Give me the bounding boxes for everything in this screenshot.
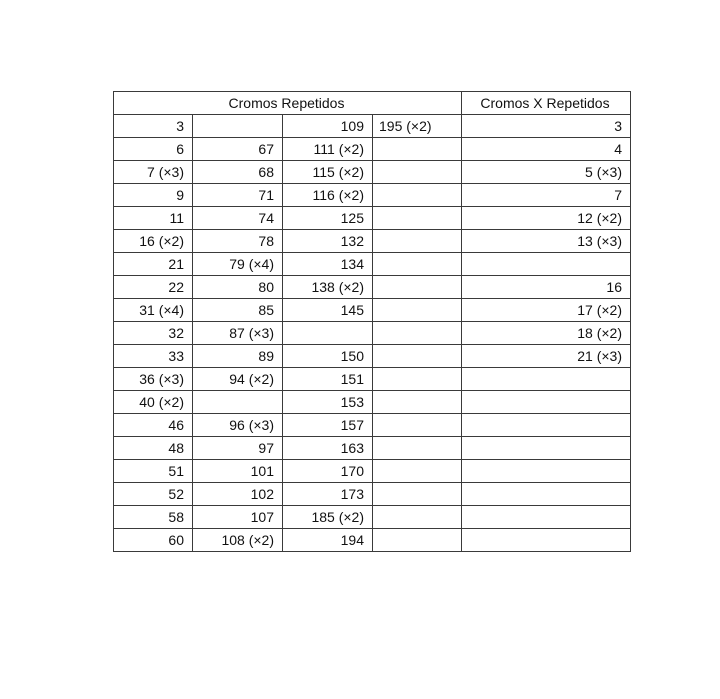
repetidos-col-4-cell [373,437,462,460]
table-row [114,184,631,207]
repetidos-col-4-cell [373,506,462,529]
repetidos-col-3-cell: 185 (×2) [283,506,373,529]
x-repetidos-cell: 7 [462,184,631,207]
x-repetidos-cell: 21 (×3) [462,345,631,368]
repetidos-col-1-cell: 58 [114,506,193,529]
repetidos-col-4-cell [373,391,462,414]
x-repetidos-cell [462,437,631,460]
table-row [114,253,631,276]
repetidos-col-1-cell: 16 (×2) [114,230,193,253]
table-row [114,138,631,161]
x-repetidos-cell: 5 (×3) [462,161,631,184]
repetidos-col-1-cell: 33 [114,345,193,368]
repetidos-col-4-cell [373,529,462,552]
table-row [114,115,631,138]
repetidos-col-1-cell: 48 [114,437,193,460]
repetidos-col-2-cell: 79 (×4) [193,253,283,276]
repetidos-col-1-cell: 51 [114,460,193,483]
table-row [114,460,631,483]
table-row [114,437,631,460]
repetidos-col-4-cell [373,460,462,483]
x-repetidos-cell [462,368,631,391]
repetidos-col-1-cell: 22 [114,276,193,299]
repetidos-col-4-cell [373,276,462,299]
repetidos-col-3-cell: 150 [283,345,373,368]
stickers-table [113,91,631,552]
repetidos-col-2-cell: 94 (×2) [193,368,283,391]
x-repetidos-cell: 18 (×2) [462,322,631,345]
repetidos-col-4-cell [373,345,462,368]
repetidos-col-2-cell: 85 [193,299,283,322]
x-repetidos-cell: 4 [462,138,631,161]
x-repetidos-cell [462,414,631,437]
table-row [114,161,631,184]
table-row [114,414,631,437]
repetidos-col-4-cell [373,161,462,184]
repetidos-col-4-cell [373,207,462,230]
table-row [114,345,631,368]
repetidos-col-3-cell: 115 (×2) [283,161,373,184]
repetidos-col-3-cell: 151 [283,368,373,391]
repetidos-col-2-cell: 67 [193,138,283,161]
repetidos-col-2-cell: 68 [193,161,283,184]
repetidos-col-3-cell: 132 [283,230,373,253]
header-row [114,92,631,115]
x-repetidos-cell: 13 (×3) [462,230,631,253]
repetidos-col-4-cell [373,184,462,207]
table-row [114,230,631,253]
x-repetidos-cell [462,391,631,414]
repetidos-col-4-cell [373,368,462,391]
x-repetidos-cell [462,253,631,276]
repetidos-col-1-cell: 9 [114,184,193,207]
repetidos-col-1-cell: 11 [114,207,193,230]
repetidos-col-4-cell [373,230,462,253]
repetidos-col-1-cell: 46 [114,414,193,437]
repetidos-col-1-cell: 32 [114,322,193,345]
repetidos-col-2-cell: 108 (×2) [193,529,283,552]
repetidos-col-2-cell: 101 [193,460,283,483]
repetidos-col-3-cell: 173 [283,483,373,506]
repetidos-col-3-cell: 163 [283,437,373,460]
repetidos-col-1-cell: 52 [114,483,193,506]
repetidos-col-4-cell [373,299,462,322]
repetidos-col-2-cell [193,115,283,138]
repetidos-col-1-cell: 40 (×2) [114,391,193,414]
repetidos-col-2-cell: 80 [193,276,283,299]
table-row [114,506,631,529]
repetidos-col-3-cell: 138 (×2) [283,276,373,299]
repetidos-col-2-cell: 102 [193,483,283,506]
repetidos-col-2-cell: 107 [193,506,283,529]
repetidos-col-4-cell [373,138,462,161]
table-row [114,299,631,322]
repetidos-col-3-cell [283,322,373,345]
header-cromos-repetidos: Cromos Repetidos [114,92,462,115]
repetidos-col-4-cell [373,414,462,437]
repetidos-col-4-cell: 195 (×2) [373,115,462,138]
repetidos-col-3-cell: 116 (×2) [283,184,373,207]
repetidos-col-1-cell: 60 [114,529,193,552]
table-row [114,391,631,414]
table-row [114,368,631,391]
x-repetidos-cell [462,506,631,529]
repetidos-col-1-cell: 6 [114,138,193,161]
repetidos-col-3-cell: 194 [283,529,373,552]
repetidos-col-3-cell: 109 [283,115,373,138]
repetidos-col-1-cell: 31 (×4) [114,299,193,322]
repetidos-col-2-cell: 74 [193,207,283,230]
repetidos-col-1-cell: 7 (×3) [114,161,193,184]
repetidos-col-1-cell: 21 [114,253,193,276]
repetidos-col-3-cell: 145 [283,299,373,322]
table-row [114,322,631,345]
header-cromos-x-repetidos: Cromos X Repetidos [462,92,631,115]
repetidos-col-2-cell: 71 [193,184,283,207]
repetidos-col-2-cell: 97 [193,437,283,460]
repetidos-col-3-cell: 111 (×2) [283,138,373,161]
table-row [114,276,631,299]
repetidos-col-2-cell: 87 (×3) [193,322,283,345]
repetidos-col-3-cell: 170 [283,460,373,483]
repetidos-col-2-cell [193,391,283,414]
x-repetidos-cell: 16 [462,276,631,299]
x-repetidos-cell [462,529,631,552]
repetidos-col-1-cell: 3 [114,115,193,138]
repetidos-col-3-cell: 134 [283,253,373,276]
repetidos-col-4-cell [373,483,462,506]
repetidos-col-2-cell: 78 [193,230,283,253]
repetidos-col-1-cell: 36 (×3) [114,368,193,391]
table-body [114,115,631,552]
table-row [114,483,631,506]
repetidos-col-3-cell: 157 [283,414,373,437]
x-repetidos-cell: 3 [462,115,631,138]
table-row [114,207,631,230]
x-repetidos-cell [462,460,631,483]
repetidos-col-3-cell: 125 [283,207,373,230]
x-repetidos-cell [462,483,631,506]
x-repetidos-cell: 12 (×2) [462,207,631,230]
table-row [114,529,631,552]
x-repetidos-cell: 17 (×2) [462,299,631,322]
repetidos-col-2-cell: 96 (×3) [193,414,283,437]
repetidos-col-3-cell: 153 [283,391,373,414]
repetidos-col-4-cell [373,322,462,345]
repetidos-col-4-cell [373,253,462,276]
repetidos-col-2-cell: 89 [193,345,283,368]
